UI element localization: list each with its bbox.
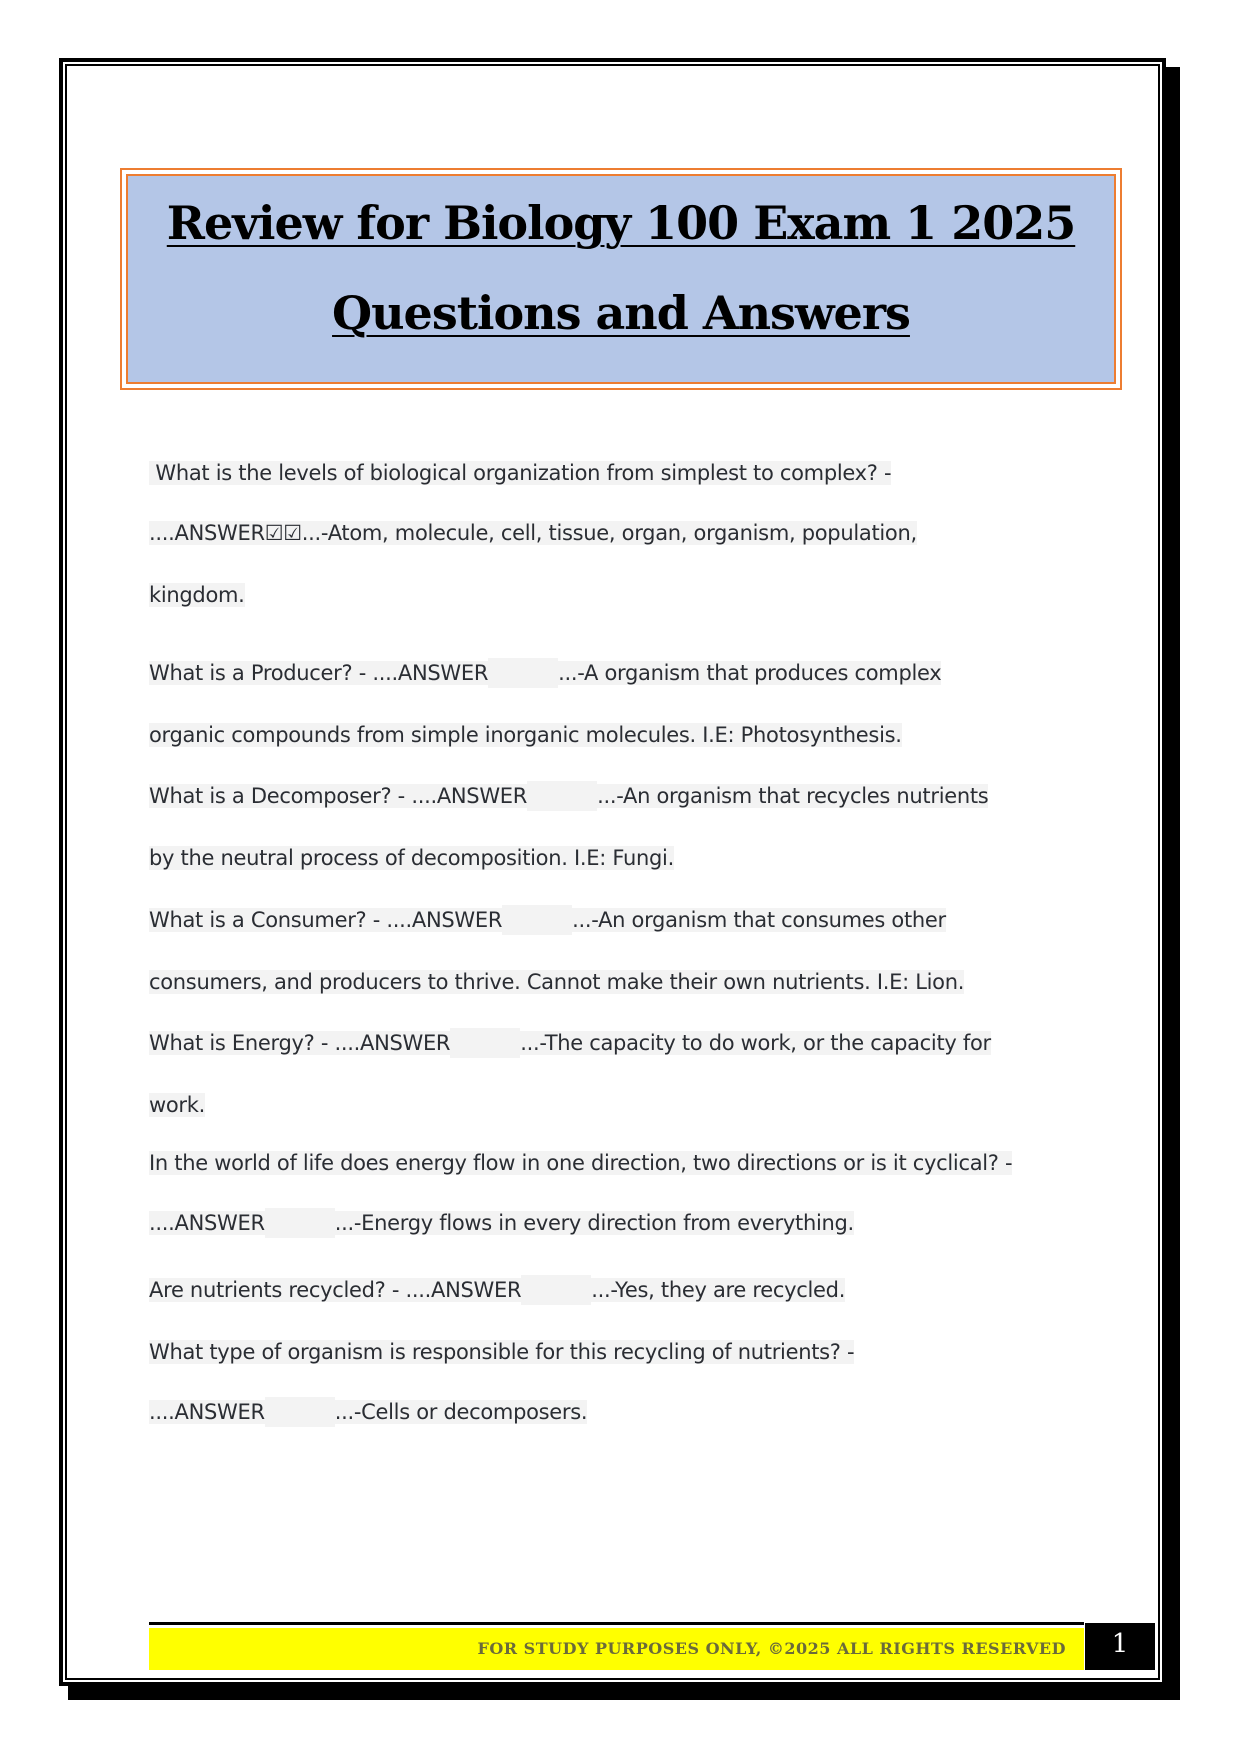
qa-text: by the neutral process of decomposition. I.E: Fungi.	[149, 846, 674, 870]
qa-line-13	[149, 1208, 854, 1238]
qa-text: kingdom.	[149, 583, 245, 607]
answer-gap	[450, 1028, 520, 1058]
qa-line-14	[149, 1275, 845, 1305]
title-line-1: Review for Biology 100 Exam 1 2025	[166, 196, 1076, 250]
qa-line-8	[149, 905, 946, 935]
qa-text: ....ANSWER☑☑...-Atom, molecule, cell, tissue, organ, organism, population,	[149, 521, 917, 545]
qa-text: What type of organism is responsible for this recycling of nutrients? -	[149, 1340, 855, 1364]
qa-question: ....ANSWER	[149, 1400, 265, 1424]
qa-question: What is a Decomposer? - ....ANSWER	[149, 784, 528, 808]
footer-notice: FOR STUDY PURPOSES ONLY, ©2025 ALL RIGHTS RESERVED	[477, 1639, 1066, 1658]
qa-line-12	[149, 1148, 1012, 1178]
qa-line-11	[149, 1090, 205, 1120]
answer-gap	[488, 658, 558, 688]
qa-text: consumers, and producers to thrive. Cannot make their own nutrients. I.E: Lion.	[149, 970, 965, 994]
qa-question: ....ANSWER	[149, 1211, 265, 1235]
qa-line-2	[149, 518, 917, 548]
page-number-box	[1085, 1623, 1155, 1670]
qa-question: What is a Consumer? - ....ANSWER	[149, 908, 503, 932]
qa-text: organic compounds from simple inorganic molecules. I.E: Photosynthesis.	[149, 723, 902, 747]
qa-line-16	[149, 1397, 587, 1427]
qa-answer: ...-Energy flows in every direction from everything.	[334, 1211, 854, 1235]
footer-rule	[149, 1622, 1084, 1625]
qa-answer: ...-Yes, they are recycled.	[591, 1278, 846, 1302]
qa-answer: ...-The capacity to do work, or the capacity for	[520, 1031, 991, 1055]
footer-bar	[149, 1628, 1084, 1670]
qa-line-3	[149, 580, 245, 610]
qa-question: What is a Producer? - ....ANSWER	[149, 661, 489, 685]
answer-gap	[521, 1275, 591, 1305]
qa-text: What is the levels of biological organization from simplest to complex? -	[149, 461, 892, 485]
qa-line-7	[149, 843, 674, 873]
title-box	[126, 174, 1116, 384]
qa-answer: ...-Cells or decomposers.	[334, 1400, 588, 1424]
qa-line-6	[149, 781, 988, 811]
qa-question: What is Energy? - ....ANSWER	[149, 1031, 451, 1055]
answer-gap	[265, 1397, 335, 1427]
qa-text: In the world of life does energy flow in one direction, two directions or is it cyclical? -	[149, 1151, 1013, 1175]
qa-line-1	[149, 458, 891, 488]
qa-line-15	[149, 1337, 854, 1367]
page-number: 1	[1111, 1629, 1129, 1659]
answer-gap	[502, 905, 572, 935]
qa-line-4	[149, 658, 941, 688]
qa-line-10	[149, 1028, 991, 1058]
qa-answer: ...-A organism that produces complex	[558, 661, 942, 685]
qa-line-9	[149, 967, 964, 997]
qa-line-5	[149, 720, 902, 750]
qa-question: Are nutrients recycled? - ....ANSWER	[149, 1278, 522, 1302]
answer-gap	[265, 1208, 335, 1238]
qa-answer: ...-An organism that consumes other	[572, 908, 946, 932]
title-line-2: Questions and Answers	[332, 286, 910, 340]
qa-text: work.	[149, 1093, 205, 1117]
answer-gap	[527, 781, 597, 811]
qa-answer: ...-An organism that recycles nutrients	[597, 784, 989, 808]
